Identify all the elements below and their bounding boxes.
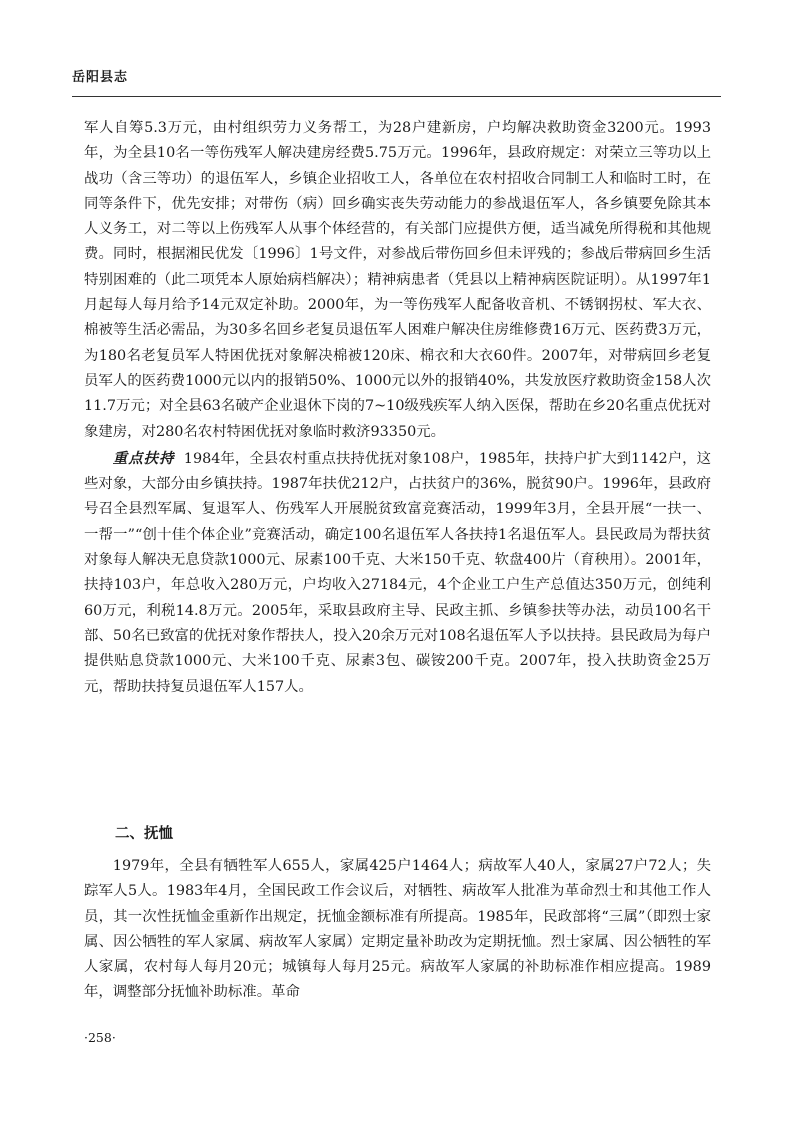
section-heading-pension: 二、抚恤	[115, 826, 173, 842]
header-rule	[72, 96, 721, 97]
paragraph-key-support-text: 1984年，全县农村重点扶持优抚对象108户，1985年，扶持户扩大到1142户，这些对象，大部分由乡镇扶持。1987年扶优212户，占扶贫户的36%，脱贫90户。1996年，县政府号召全县烈军属、复退军人、伤残军人开展脱贫致富竞赛活动，1999年3月，全县开展“一扶一、一帮一”“创十佳个体企业”竞赛活动，确定100名退伍军人各扶持1名退伍军人。县民政局为帮扶贫对象每人解决无息贷款1000元、尿素100千克、大米150千克、软盘400片（育秧用）。2001年，扶持103户，年总收入280万元，户均收入27184元，4个企业工户生产总值达350万元，创纯利60万元，利税14.8万元。2005年，采取县政府主导、民政主抓、乡镇参扶等办法，动员100名干部、50名已致富的优抚对象作帮扶人，投入20余万元对108名退伍军人予以扶持。县民政局为每户提供贴息贷款1000元、大米100千克、尿素3包、碳铵200千克。2007年，投入扶助资金25万元，帮助扶持复员退伍军人157人。	[84, 450, 711, 695]
paragraph-key-support	[84, 447, 711, 700]
running-header	[72, 66, 721, 85]
page-number: ·258·	[84, 1030, 116, 1045]
paragraph-relief-continued: 军人自筹5.3万元，由村组织劳力义务帮工，为28户建新房，户均解决救助资金3200元。1993年，为全县10名一等伤残军人解决建房经费5.75万元。1996年，县政府规定：对荣立三等功以上战功（含三等功）的退伍军人，乡镇企业招收工人，各单位在农村招收合同制工人和临时工时，在同等条件下，优先安排；对带伤（病）回乡确实丧失劳动能力的参战退伍军人，各乡镇要免除其本人义务工，对二等以上伤残军人从事个体经营的，有关部门应提供方便，适当减免所得税和其他规费。同时，根据湘民优发〔1996〕1号文件，对参战后带伤回乡但未评残的；参战后带病回乡生活特别困难的（此二项凭本人原始病档解决）；精神病患者（凭县以上精神病医院证明）。从1997年1月起每人每月给予14元双定补助。2000年，为一等伤残军人配备收音机、不锈钢拐杖、军大衣、棉被等生活必需品，为30多名回乡老复员退伍军人困难户解决住房维修费16万元、医药费3万元，为180名老复员军人特困优抚对象解决棉被120床、棉衣和大衣60件。2007年，对带病回乡老复员军人的医药费1000元以内的报销50%、1000元以外的报销40%，共发放医疗救助资金158人次11.7万元；对全县63名破产企业退休下岗的7~10级残疾军人纳入医保，帮助在乡20名重点优抚对象建房，对280名农村特困优抚对象临时救济93350元。	[84, 120, 711, 440]
header-title: 岳阳县志	[72, 70, 129, 85]
section-relief-body	[84, 116, 711, 700]
section-pension-body	[84, 854, 711, 1006]
paragraph-pension: 1979年，全县有牺牲军人655人，家属425户1464人；病故军人40人，家属27户72人；失踪军人5人。1983年4月，全国民政工作会议后，对牺牲、病故军人批准为革命烈士和其他工作人员，其一次性抚恤金重新作出规定，抚恤金额标准有所提高。1985年，民政部将“三属”（即烈士家属、因公牺牲的军人家属、病故军人家属）定期定量补助改为定期抚恤。烈士家属、因公牺牲的军人家属，农村每人每月20元；城镇每人每月25元。病故军人家属的补助标准作相应提高。1989年，调整部分抚恤补助标准。革命	[84, 858, 711, 1001]
paragraph-lead-key-support: 重点扶持	[112, 450, 175, 467]
